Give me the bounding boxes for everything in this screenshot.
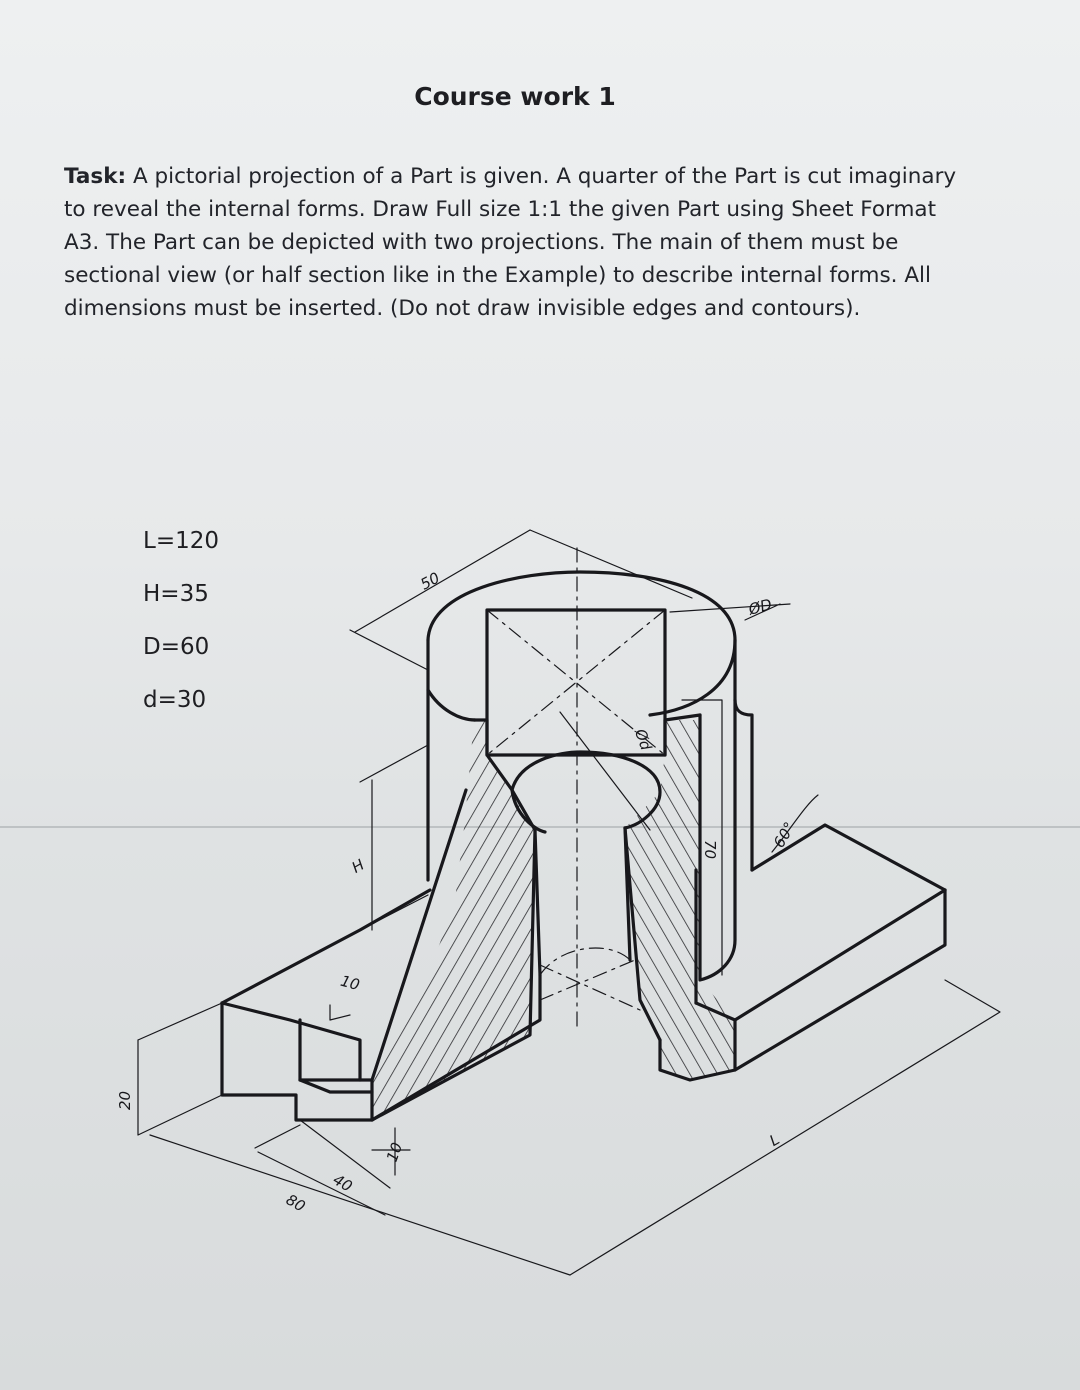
- dimension-lines: [138, 530, 1000, 1275]
- dim-height-h: H: [348, 855, 368, 877]
- dim-step-10: 10: [382, 1140, 407, 1165]
- base-block: [222, 825, 945, 1120]
- dim-slot-width-40: 40: [329, 1170, 356, 1196]
- task-text: A pictorial projection of a Part is given. A quarter of the Part is cut imaginary to reveal the internal forms. Draw Full size 1:1 the given Part using Sheet Format A3. The Part can be depicted with two projections. The main of them must be sectional view (or half section like in the Example) to describe internal forms. All dimensions must be inserted. (Do not draw invisible edges and contours).: [64, 164, 957, 321]
- param-height: H=35: [143, 581, 209, 607]
- dim-base-height-20: 20: [116, 1090, 134, 1110]
- dim-slot-depth-10: 10: [338, 971, 362, 995]
- dim-length-l: L: [766, 1130, 783, 1150]
- bore-centerlines: [540, 960, 640, 1010]
- dim-inner-diameter: Ød: [630, 726, 656, 753]
- dim-top-50: 50: [417, 568, 443, 594]
- document-title: Course work 1: [414, 82, 616, 111]
- dim-outer-diameter: ØD: [746, 595, 774, 619]
- task-label: Task:: [64, 164, 127, 189]
- param-inner-diameter: d=30: [143, 687, 207, 713]
- dim-width-80: 80: [282, 1190, 309, 1216]
- param-length: L=120: [143, 528, 219, 554]
- dim-height-70: 70: [701, 840, 719, 860]
- dim-angle-60: 60°: [769, 818, 799, 851]
- param-outer-diameter: D=60: [143, 634, 210, 660]
- bore-bottom-arc: [540, 948, 630, 975]
